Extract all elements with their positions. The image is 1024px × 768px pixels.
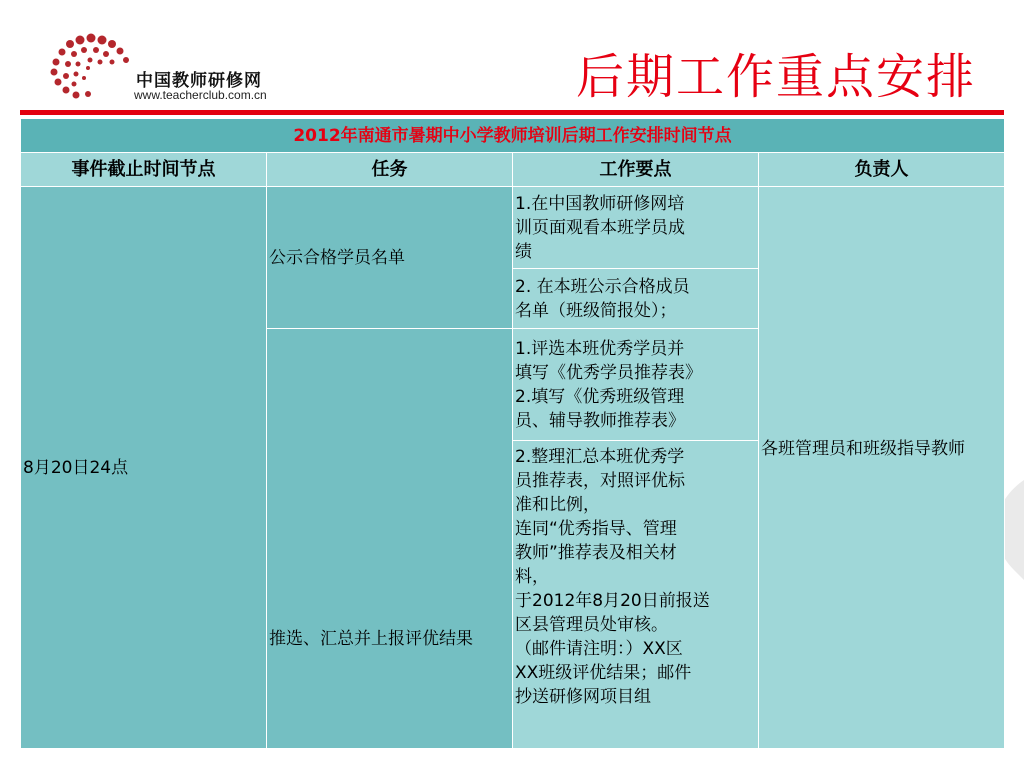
point-1-2: 2. 在本班公示合格成员 名单（班级简报处）； <box>513 269 759 329</box>
table-caption: 2012年南通市暑期中小学教师培训后期工作安排时间节点 <box>21 119 1005 153</box>
header-key-points: 工作要点 <box>513 153 759 187</box>
logo-name: 中国教师研修网 <box>136 71 262 91</box>
point-1-1: 1.在中国教师研修网培 训页面观看本班学员成 绩 <box>513 187 759 269</box>
header-task: 任务 <box>267 153 513 187</box>
logo-url: www.teacherclub.com.cn <box>134 88 267 102</box>
task-recommend-awards: 推选、汇总并上报评优结果 <box>267 329 513 749</box>
point-2-1: 1.评选本班优秀学员并 填写《优秀学员推荐表》 2.填写《优秀班级管理 员、辅导教师推荐表》 <box>513 329 759 441</box>
owner-cell: 各班管理员和班级指导教师 <box>759 187 1005 749</box>
header-owner: 负责人 <box>759 153 1005 187</box>
title-divider <box>20 110 1004 115</box>
point-2-2: 2.整理汇总本班优秀学 员推荐表，对照评优标 准和比例， 连同“优秀指导、管理 教师”推荐表及相关材 料， 于2012年8月20日前报送 区县管理员处审核。 （邮件请注明：）XX区 XX班级评优结果；邮件 抄送研修网项目组 <box>513 441 759 749</box>
logo-mark-icon <box>48 32 138 104</box>
slide-title: 后期工作重点安排 <box>575 49 976 105</box>
logo <box>48 32 308 104</box>
schedule-table <box>20 118 1005 749</box>
header-deadline: 事件截止时间节点 <box>21 153 267 187</box>
deadline-cell: 8月20日24点 <box>21 187 267 749</box>
task-publish-list: 公示合格学员名单 <box>267 187 513 329</box>
